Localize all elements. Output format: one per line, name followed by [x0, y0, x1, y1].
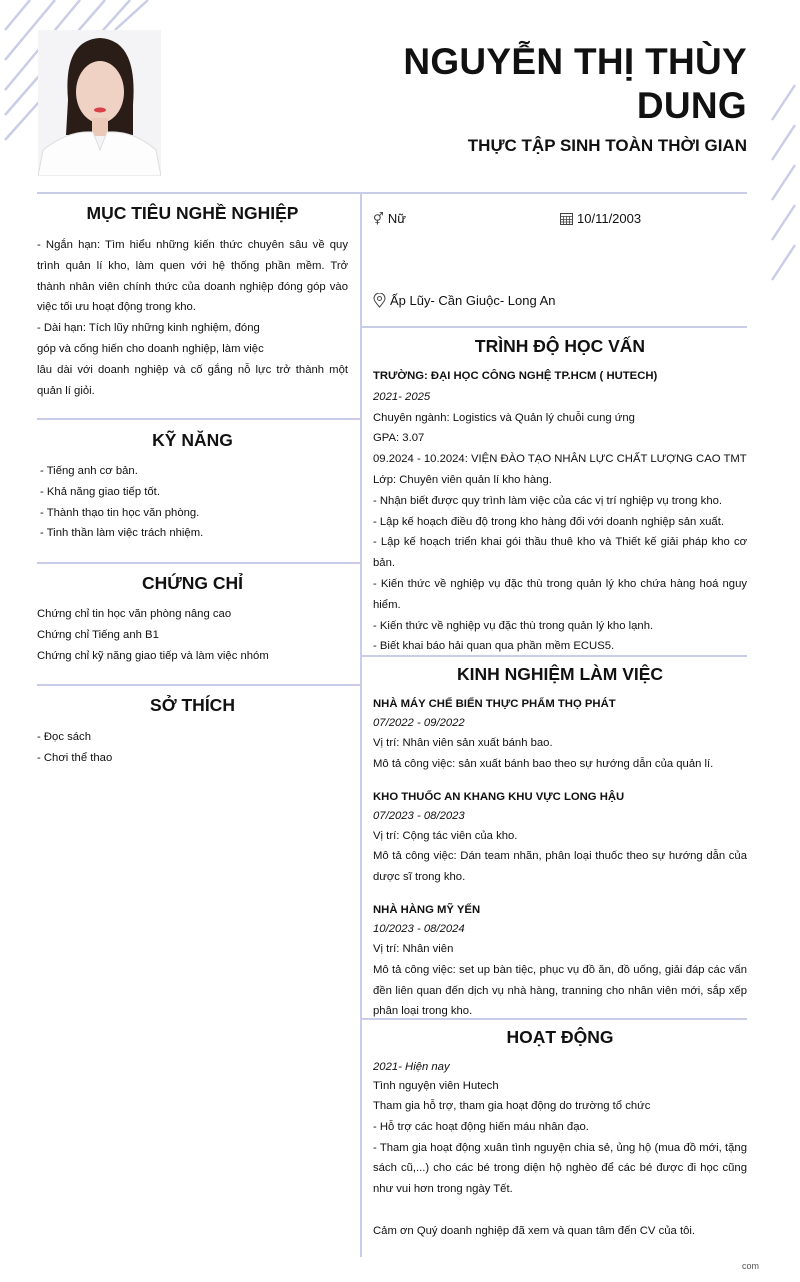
activity-summary: Tham gia hỗ trợ, tham gia hoạt động do trường tổ chức — [373, 1100, 651, 1112]
course-item: - Kiến thức về nghiệp vụ đặc thù trong quản lý kho chứa hàng hoá nguy hiểm. — [373, 577, 747, 611]
divider — [37, 192, 747, 194]
job-company: NHÀ HÀNG MỸ YẾN — [373, 903, 481, 916]
objective-section — [37, 235, 348, 401]
objective-long-term-2: góp và cống hiến cho doanh nghiệp, làm việc — [37, 342, 264, 355]
activities-section — [373, 1058, 747, 1242]
job-company: KHO THUỐC AN KHANG KHU VỰC LONG HẬU — [373, 790, 625, 803]
skills-heading: KỸ NĂNG — [152, 430, 233, 450]
skill-item: - Thành thạo tin học văn phòng. — [40, 506, 200, 519]
activity-item: - Tham gia hoạt động xuân tình nguyện chia sẻ, ủng hộ (mua đồ mới, tặng sách cũ,...) cho các bé trong diện hộ nghèo để các bé được đi học cũng như vui hơn trong ngày Tết. — [373, 1141, 747, 1196]
divider — [37, 562, 361, 564]
job-title: THỰC TẬP SINH TOÀN THỜI GIAN — [467, 136, 747, 155]
gpa: GPA: 3.07 — [373, 432, 425, 445]
certificate-item: Chứng chỉ Tiếng anh B1 — [37, 628, 159, 641]
course-item: - Biết khai báo hải quan qua phần mềm ECUS5. — [373, 640, 615, 653]
job-period: 07/2022 - 09/2022 — [373, 717, 465, 729]
address-value: Ấp Lũy- Cần Giuộc- Long An — [390, 293, 556, 308]
job-description: Mô tả công việc: set up bàn tiệc, phục vụ đồ ăn, đồ uống, giải đáp các vấn đền liên quan đến dịch vụ nhà hàng, tranning cho nhân viên mới, sắp xếp phân loại trong kho. — [373, 963, 747, 1018]
experience-heading: KINH NGHIỆM LÀM VIỆC — [456, 664, 664, 684]
column-divider — [360, 193, 362, 1257]
course-item: - Lập kế hoạch điều độ trong kho hàng đối với doanh nghiệp sản xuất. — [373, 515, 724, 528]
divider — [37, 684, 361, 686]
certificate-item: Chứng chỉ tin học văn phòng nâng cao — [37, 608, 232, 620]
certificates-heading: CHỨNG CHỈ — [141, 573, 244, 593]
divider — [361, 655, 747, 657]
objective-heading: MỤC TIÊU NGHỀ NGHIỆP — [86, 203, 299, 223]
objective-long-term-3: lâu dài với doanh nghiệp và cố gắng nỗ lực trở thành một quản lí giỏi. — [37, 363, 348, 397]
job-description: Mô tả công việc: Dán team nhãn, phân loại thuốc theo sự hướng dẫn của dược sĩ trong kho. — [373, 850, 747, 884]
birthday-value: 10/11/2003 — [577, 211, 642, 226]
address-info — [373, 293, 556, 308]
job-period: 07/2023 - 08/2023 — [373, 809, 465, 822]
birthday-info — [560, 211, 641, 226]
course-class: Lớp: Chuyên viên quản lí kho hàng. — [373, 473, 552, 486]
job-description: Mô tả công việc: sản xuất bánh bao theo sự hướng dẫn của quản lí. — [373, 757, 714, 770]
gender-info — [373, 211, 406, 226]
calendar-icon — [560, 213, 573, 225]
gender-icon: ⚥ — [373, 211, 384, 226]
job-company: NHÀ MÁY CHẾ BIẾN THỰC PHẨM THỌ PHÁT — [373, 698, 616, 710]
job-position: Vị trí: Nhân viên — [373, 942, 454, 955]
job-entry — [373, 694, 747, 775]
hobbies-list — [37, 727, 348, 769]
job-position: Vị trí: Nhân viên sản xuất bánh bao. — [373, 737, 553, 749]
hobbies-heading: SỞ THÍCH — [150, 695, 235, 715]
thank-you-note: Cảm ơn Quý doanh nghiệp đã xem và quan tâm đến CV của tôi. — [373, 1224, 696, 1237]
divider — [361, 1018, 747, 1020]
divider — [37, 418, 361, 420]
course: 09.2024 - 10.2024: VIỆN ĐÀO TẠO NHÂN LỰC CHẤT LƯỢNG CAO TMT — [373, 453, 747, 466]
activity-item: - Hỗ trợ các hoạt động hiến máu nhân đạo. — [373, 1120, 589, 1133]
hobby-item: - Đọc sách — [37, 731, 91, 743]
skill-item: - Khả năng giao tiếp tốt. — [40, 485, 160, 498]
course-item: - Kiến thức về nghiệp vụ đặc thù trong quản lý kho lạnh. — [373, 619, 654, 632]
job-period: 10/2023 - 08/2024 — [373, 922, 465, 935]
course-item: - Lập kế hoạch triển khai gói thầu thuê kho và Thiết kế giải pháp kho cơ bản. — [373, 536, 747, 570]
watermark: com — [742, 1261, 760, 1271]
activity-role: Tình nguyện viên Hutech — [373, 1080, 499, 1092]
objective-long-term: - Dài hạn: Tích lũy những kinh nghiệm, đóng — [37, 322, 260, 335]
objective-short-term: - Ngắn hạn: Tìm hiểu những kiến thức chuyên sâu về quy trình quản lí kho, làm quen với hệ thống phần mềm. Trở thành nhân viên chính thức của doanh nghiệp đóng góp vào việc tối ưu hoạt động trong kho. — [37, 239, 348, 314]
certificates-list — [37, 604, 348, 666]
gender-value: Nữ — [387, 211, 406, 226]
job-entry — [373, 787, 747, 888]
school-period: 2021- 2025 — [373, 390, 431, 403]
divider — [361, 326, 747, 328]
skill-item: - Tinh thần làm việc trách nhiệm. — [40, 527, 204, 540]
course-item: - Nhận biết được quy trình làm việc của các vị trí nghiệp vụ trong kho. — [373, 494, 723, 507]
activities-heading: HOẠT ĐỘNG — [506, 1027, 614, 1047]
profile-photo — [38, 30, 161, 176]
map-pin-icon — [373, 293, 386, 308]
job-entry — [373, 900, 747, 1022]
education-section — [373, 366, 747, 657]
job-position: Vị trí: Cộng tác viên của kho. — [373, 829, 518, 842]
certificate-item: Chứng chỉ kỹ năng giao tiếp và làm việc nhóm — [37, 649, 269, 662]
hobby-item: - Chơi thể thao — [37, 751, 113, 764]
skills-list — [37, 461, 348, 544]
major: Chuyên ngành: Logistics và Quản lý chuỗi cung ứng — [373, 411, 635, 424]
activity-period: 2021- Hiện nay — [373, 1061, 450, 1073]
school-name: TRƯỜNG: ĐẠI HỌC CÔNG NGHỆ TP.HCM ( HUTECH) — [373, 370, 658, 382]
candidate-name: NGUYỄN THỊ THÙY DUNG — [403, 41, 747, 126]
skill-item: - Tiếng anh cơ bản. — [40, 465, 138, 477]
education-heading: TRÌNH ĐỘ HỌC VẤN — [474, 336, 646, 356]
experience-section — [373, 694, 747, 1022]
